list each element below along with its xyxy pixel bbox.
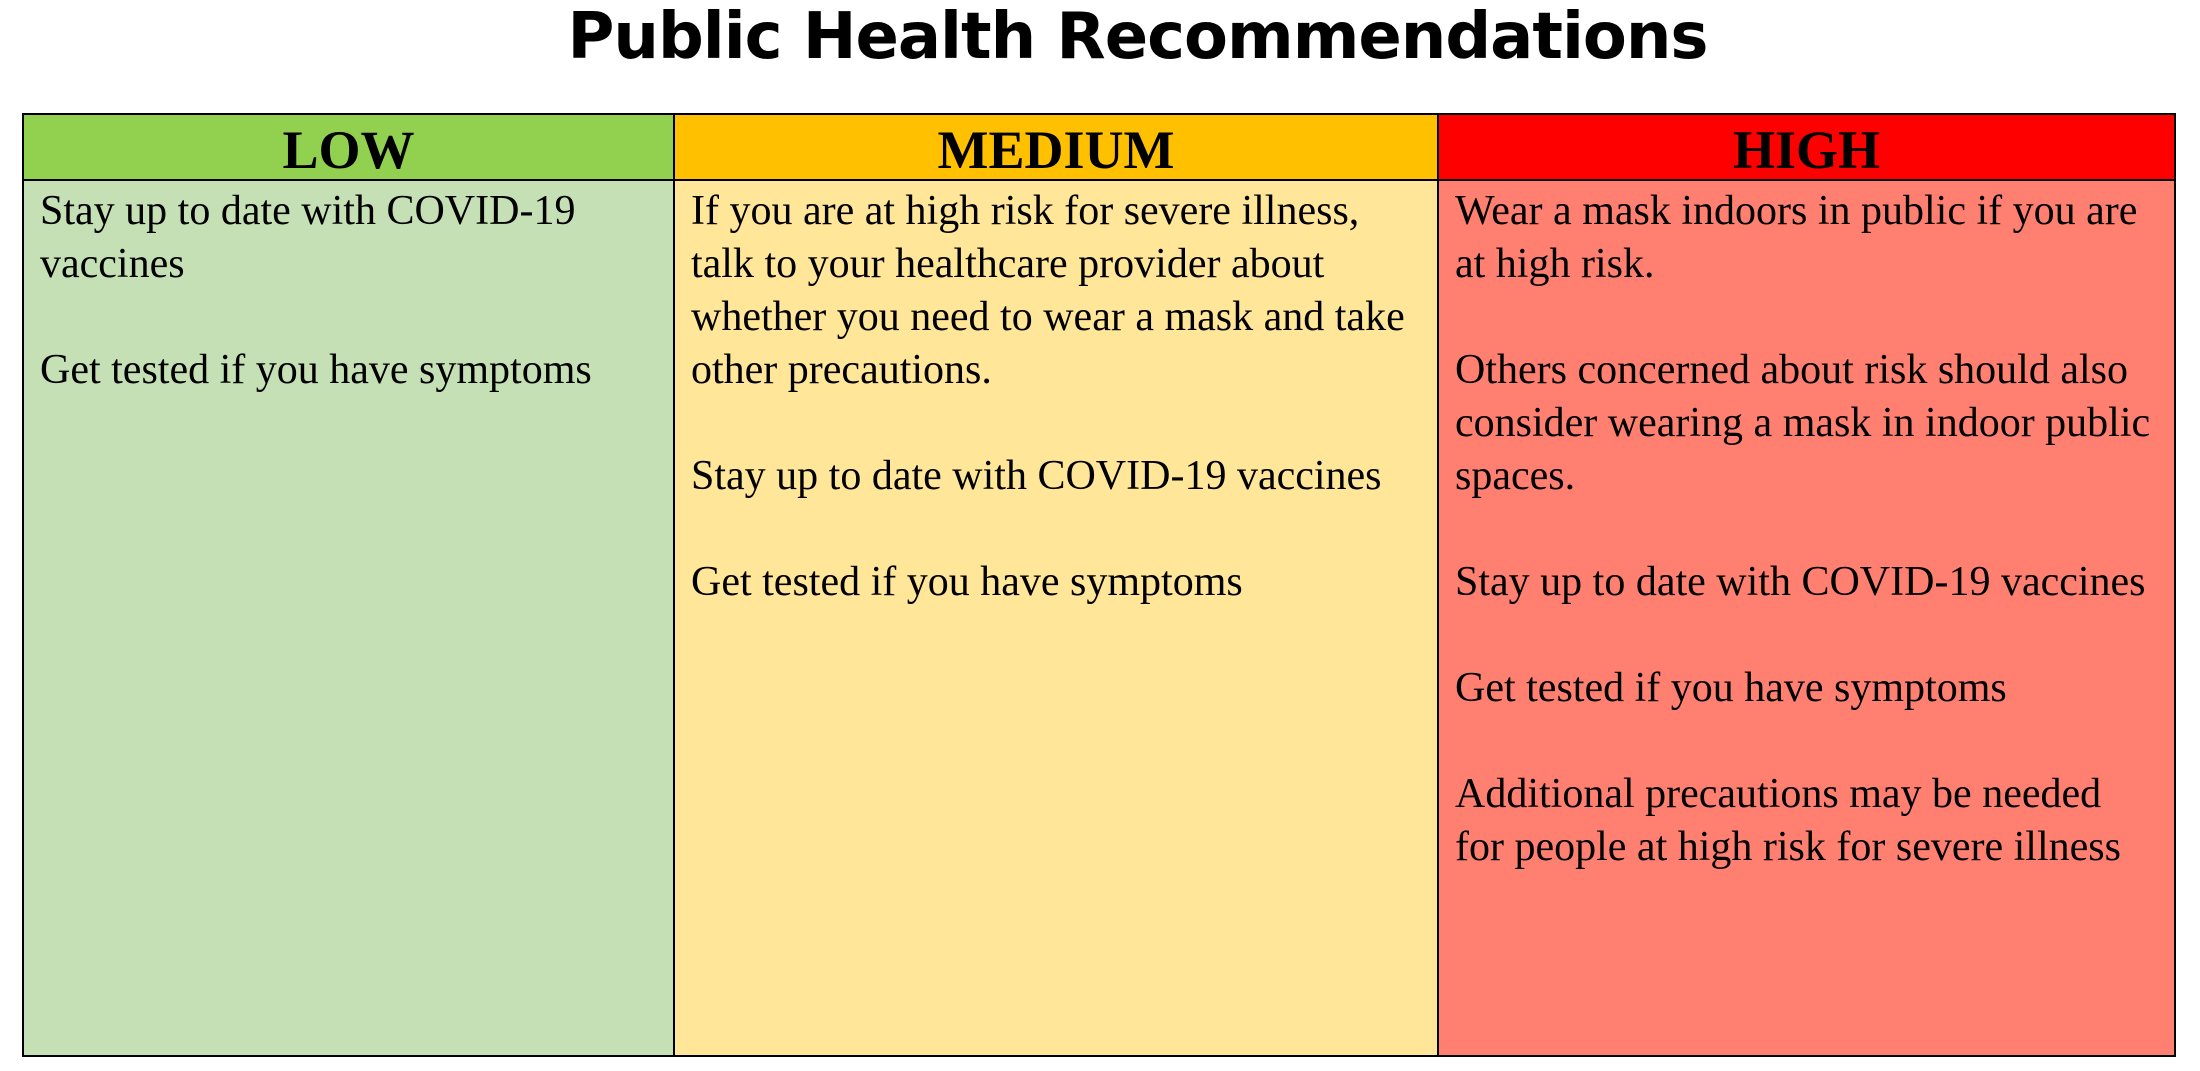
column-low xyxy=(24,115,673,1055)
column-header-low: LOW xyxy=(24,115,673,181)
column-body-medium xyxy=(675,181,1437,1055)
recommendation-item: Get tested if you have symptoms xyxy=(691,559,1243,605)
column-high xyxy=(1437,115,2174,1055)
recommendation-item: Get tested if you have symptoms xyxy=(40,347,592,393)
recommendation-item: Wear a mask indoors in public if you are at high risk. xyxy=(1455,188,2138,287)
column-medium xyxy=(673,115,1437,1055)
recommendation-item: Get tested if you have symptoms xyxy=(1455,665,2007,711)
recommendation-item: Additional precautions may be needed for people at high risk for severe illness xyxy=(1455,771,2121,870)
recommendation-item: If you are at high risk for severe illness, talk to your healthcare provider about whether you need to wear a mask and take other precautions. xyxy=(691,188,1405,393)
column-body-low xyxy=(24,181,673,1055)
recommendation-item: Stay up to date with COVID-19 vaccines xyxy=(691,453,1382,499)
recommendation-item: Stay up to date with COVID-19 vaccines xyxy=(1455,559,2146,605)
recommendation-item: Others concerned about risk should also consider wearing a mask in indoor public spaces. xyxy=(1455,347,2151,499)
column-header-medium: MEDIUM xyxy=(675,115,1437,181)
column-header-high: HIGH xyxy=(1439,115,2174,181)
page-title: Public Health Recommendations xyxy=(567,0,1708,74)
column-body-high xyxy=(1439,181,2174,1055)
recommendation-item: Stay up to date with COVID-19 vaccines xyxy=(40,188,576,287)
recommendations-table xyxy=(22,113,2176,1057)
